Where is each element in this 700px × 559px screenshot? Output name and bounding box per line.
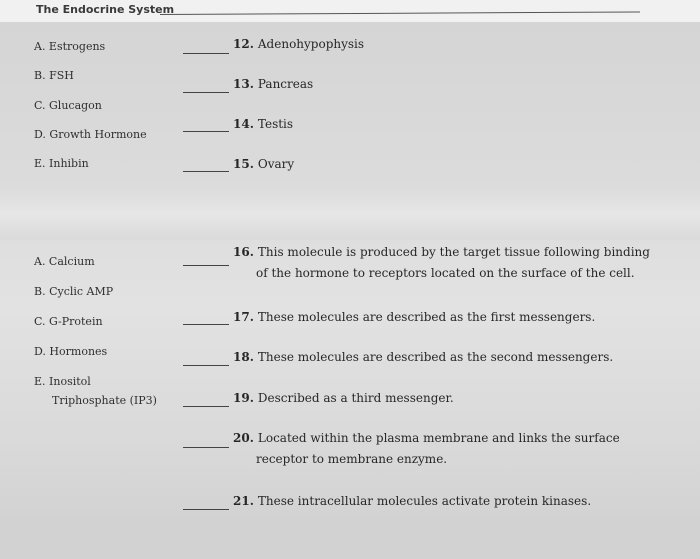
option-d-hormones: D. Hormones [34,345,108,358]
question-14 [233,114,293,135]
answer-blank-15[interactable] [183,171,229,172]
question-text-cont: of the hormone to receptors located on the surface of the cell. [256,266,635,280]
answer-blank-16[interactable] [183,265,229,266]
question-text: These intracellular molecules activate protein kinases. [257,494,592,508]
question-13 [233,74,313,95]
answer-blank-18[interactable] [183,365,229,366]
question-number: 12. [233,37,254,51]
question-number: 17. [233,310,254,324]
question-text: Testis [257,117,294,131]
page-title: The Endocrine System [36,3,175,16]
option-b-cyclic-amp: B. Cyclic AMP [34,285,114,298]
question-number: 16. [233,245,254,259]
question-text: Adenohypophysis [257,37,365,51]
title-underline [160,11,640,15]
question-17 [233,307,595,328]
option-b-fsh: B. FSH [34,69,74,82]
question-text-cont: receptor to membrane enzyme. [256,452,448,466]
question-number: 18. [233,350,254,364]
question-text: These molecules are described as the first messengers. [257,310,596,324]
answer-blank-17[interactable] [183,324,229,325]
header-bar [0,0,700,22]
question-text: Ovary [257,157,295,171]
option-c-g-protein: C. G-Protein [34,315,103,328]
answer-blank-21[interactable] [183,509,229,510]
question-text: These molecules are described as the second messengers. [257,350,614,364]
question-20 [233,428,620,470]
question-text: Described as a third messenger. [257,391,454,405]
question-16 [233,242,650,284]
bottom-band [0,520,700,559]
section-divider-band [0,188,700,240]
option-e-inositol: E. Inositol [34,375,91,388]
question-15 [233,154,294,175]
answer-blank-14[interactable] [183,131,229,132]
option-e-inhibin: E. Inhibin [34,157,89,170]
question-number: 20. [233,431,254,445]
question-21 [233,491,591,512]
answer-blank-12[interactable] [183,53,229,54]
question-text: Located within the plasma membrane and links the surface [257,431,620,445]
question-number: 14. [233,117,254,131]
question-text: Pancreas [257,77,314,91]
question-number: 21. [233,494,254,508]
option-d-growth-hormone: D. Growth Hormone [34,128,147,141]
question-number: 19. [233,391,254,405]
question-19 [233,388,454,409]
option-a-calcium: A. Calcium [34,255,95,268]
question-text: This molecule is produced by the target tissue following binding [257,245,650,259]
question-number: 13. [233,77,254,91]
answer-blank-19[interactable] [183,406,229,407]
option-a-estrogens: A. Estrogens [34,40,106,53]
option-e-inositol-cont: Triphosphate (IP3) [52,394,157,407]
option-c-glucagon: C. Glucagon [34,99,102,112]
question-18 [233,347,613,368]
question-number: 15. [233,157,254,171]
answer-blank-13[interactable] [183,92,229,93]
answer-blank-20[interactable] [183,447,229,448]
question-12 [233,34,364,55]
